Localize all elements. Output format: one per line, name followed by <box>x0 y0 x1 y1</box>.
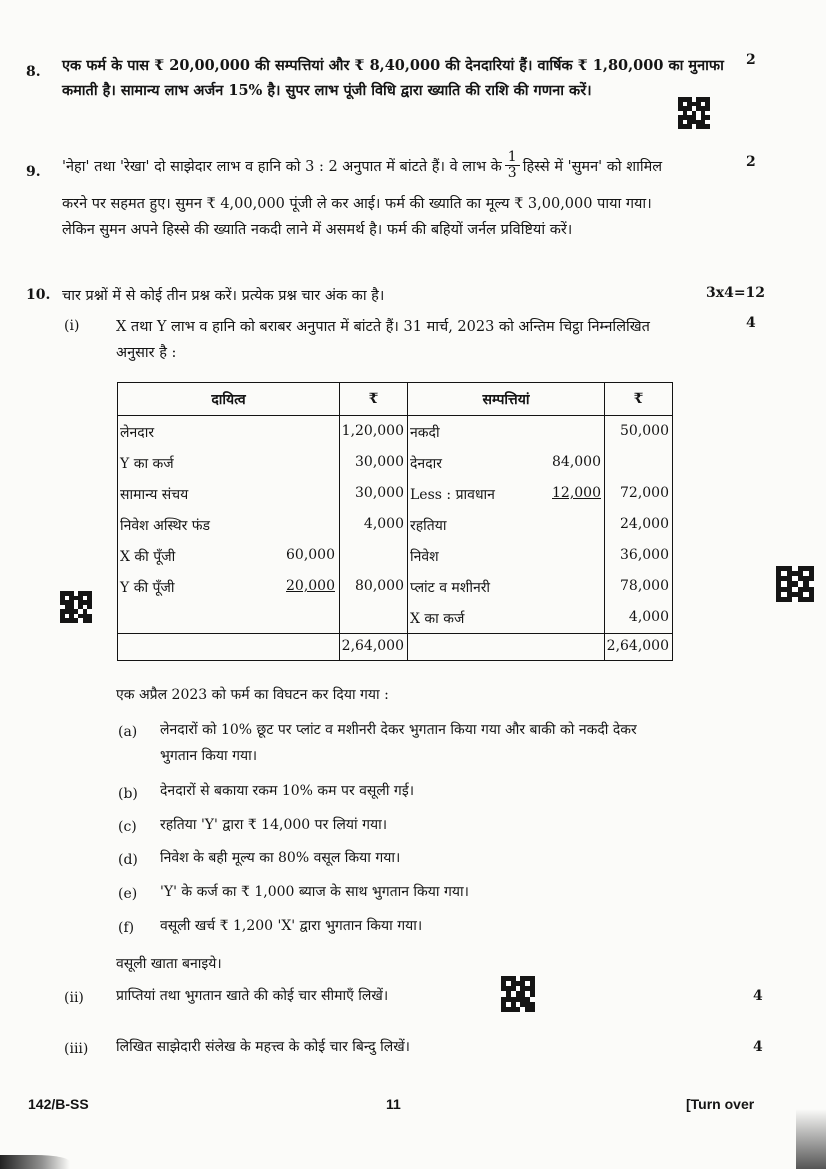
table-header-row <box>118 383 673 416</box>
item-line-1: निवेश के बही मूल्य का 80% वसूल किया गया। <box>160 850 401 866</box>
asset-name: Less : प्रावधान <box>410 487 495 503</box>
item-line-2: भुगतान किया गया। <box>160 748 258 764</box>
header-liabilities: दायित्व <box>118 383 340 416</box>
fraction-numerator: 1 <box>505 150 520 166</box>
liability-amount: 4,000 <box>363 516 404 532</box>
item-label: (b) <box>118 786 138 802</box>
part-i-marks: 4 <box>746 315 756 331</box>
table-row <box>118 447 673 478</box>
qr-code-icon <box>776 566 814 602</box>
table-total-row <box>118 634 673 661</box>
total-assets: 2,64,000 <box>606 638 669 654</box>
asset-amount: 72,000 <box>620 485 669 501</box>
table-row <box>118 478 673 509</box>
q9-number: 9. <box>26 164 41 180</box>
table-row <box>118 540 673 571</box>
liability-amount: 80,000 <box>355 578 404 594</box>
asset-amount: 36,000 <box>620 547 669 563</box>
scan-shadow <box>796 1109 826 1169</box>
q8-line-1: एक फर्म के पास ₹ 20,00,000 की सम्पत्तियां और ₹ 8,40,000 की देनदारियां हैं। वार्षिक ₹ 1,80,000 का मुनाफा <box>62 57 724 74</box>
header-amount-1: ₹ <box>340 383 408 416</box>
q8-number: 8. <box>26 64 41 80</box>
asset-name: प्लांट व मशीनरी <box>410 580 491 596</box>
asset-name: नकदी <box>410 425 440 441</box>
asset-name: निवेश <box>410 549 439 565</box>
q10-instruction: चार प्रश्नों में से कोई तीन प्रश्न करें। प्रत्येक प्रश्न चार अंक का है। <box>62 288 385 304</box>
part-iii-label: (iii) <box>64 1041 89 1057</box>
header-amount-2: ₹ <box>605 383 673 416</box>
item-line-1: लेनदारों को 10% छूट पर प्लांट व मशीनरी देकर भुगतान किया गया और बाकी को नकदी देकर <box>160 722 637 738</box>
part-i-line-2: अनुसार है : <box>116 345 177 361</box>
liability-sub-amount: 60,000 <box>286 547 335 563</box>
part-ii-marks: 4 <box>753 988 763 1004</box>
q9-marks: 2 <box>746 154 756 170</box>
q10-closing: वसूली खाता बनाइये। <box>116 956 222 972</box>
liability-name: X की पूँजी <box>120 549 176 565</box>
item-line-1: वसूली खर्च ₹ 1,200 'X' द्वारा भुगतान किया गया। <box>160 918 423 934</box>
item-line-1: रहतिया 'Y' द्वारा ₹ 14,000 पर लियां गया। <box>160 817 387 833</box>
q9-line-2: करने पर सहमत हुए। सुमन ₹ 4,00,000 पूंजी ले कर आई। फर्म की ख्याति का मूल्य ₹ 3,00,000 पाया गया। <box>62 196 652 212</box>
liability-amount: 1,20,000 <box>341 423 404 439</box>
page-number: 11 <box>386 1096 401 1112</box>
liability-name: निवेश अस्थिर फंड <box>120 518 211 534</box>
item-label: (a) <box>118 724 138 740</box>
part-iii-marks: 4 <box>753 1039 763 1055</box>
q9-line-3: लेकिन सुमन अपने हिस्से की ख्याति नकदी लाने में असमर्थ है। फर्म की बहियों जर्नल प्रविष्टियां करें। <box>62 222 573 238</box>
q9-line-1-post: हिस्से में 'सुमन' को शामिल <box>522 158 663 175</box>
asset-name: X का कर्ज <box>410 611 465 627</box>
asset-amount: 50,000 <box>620 423 669 439</box>
qr-code-icon <box>501 976 535 1012</box>
liability-name: लेनदार <box>120 425 155 441</box>
fraction <box>505 150 520 181</box>
total-liabilities: 2,64,000 <box>341 638 404 654</box>
q8-line-2: कमाती है। सामान्य लाभ अर्जन 15% है। सुपर लाभ पूंजी विधि द्वारा ख्याति की राशि की गणना करें। <box>62 82 592 99</box>
liability-name: Y की पूँजी <box>120 580 175 596</box>
asset-amount: 4,000 <box>628 609 669 625</box>
q8-marks: 2 <box>746 52 756 68</box>
dissolution-intro: एक अप्रैल 2023 को फर्म का विघटन कर दिया गया : <box>116 687 389 703</box>
liability-name: Y का कर्ज <box>120 456 174 472</box>
table-row <box>118 602 673 634</box>
item-label: (f) <box>118 920 135 936</box>
part-ii-label: (ii) <box>64 990 84 1006</box>
liability-name: सामान्य संचय <box>120 487 189 503</box>
part-iii-text: लिखित साझेदारी संलेख के महत्त्व के कोई चार बिन्दु लिखें। <box>116 1039 410 1055</box>
qr-code-icon <box>60 591 92 623</box>
part-i-label: (i) <box>64 318 80 334</box>
q10-marks: 3x4=12 <box>706 285 766 301</box>
asset-name: रहतिया <box>410 518 447 534</box>
q9-line-1-pre: 'नेहा' तथा 'रेखा' दो साझेदार लाभ व हानि को 3 : 2 अनुपात में बांटते हैं। वे लाभ के <box>62 158 502 175</box>
asset-sub-amount: 84,000 <box>552 454 601 470</box>
liability-sub-amount: 20,000 <box>286 578 335 594</box>
asset-sub-amount: 12,000 <box>552 485 601 501</box>
paper-code: 142/B-SS <box>28 1096 89 1112</box>
fraction-denominator: 3 <box>507 165 517 181</box>
liability-amount: 30,000 <box>355 485 404 501</box>
liability-amount: 30,000 <box>355 454 404 470</box>
table-row <box>118 571 673 602</box>
item-line-1: 'Y' के कर्ज का ₹ 1,000 ब्याज के साथ भुगतान किया गया। <box>160 884 469 900</box>
item-line-1: देनदारों से बकाया रकम 10% कम पर वसूली गई। <box>160 783 414 799</box>
qr-code-icon <box>678 97 710 129</box>
q9-line-1 <box>62 150 662 181</box>
part-ii-text: प्राप्तियां तथा भुगतान खाते की कोई चार सीमाएँ लिखें। <box>116 988 389 1004</box>
asset-name: देनदार <box>410 456 442 472</box>
item-label: (c) <box>118 819 137 835</box>
table-row <box>118 416 673 448</box>
turn-over-label: [Turn over <box>686 1096 755 1112</box>
header-assets: सम्पत्तियां <box>408 383 605 416</box>
part-i-line-1: X तथा Y लाभ व हानि को बराबर अनुपात में बांटते हैं। 31 मार्च, 2023 को अन्तिम चिट्ठा निम्नलिखित <box>116 319 650 335</box>
asset-amount: 24,000 <box>620 516 669 532</box>
table-row <box>118 509 673 540</box>
scan-shadow <box>0 1155 70 1169</box>
balance-sheet-table <box>117 382 673 661</box>
item-label: (e) <box>118 886 138 902</box>
q10-number: 10. <box>26 287 51 303</box>
asset-amount: 78,000 <box>620 578 669 594</box>
item-label: (d) <box>118 852 138 868</box>
